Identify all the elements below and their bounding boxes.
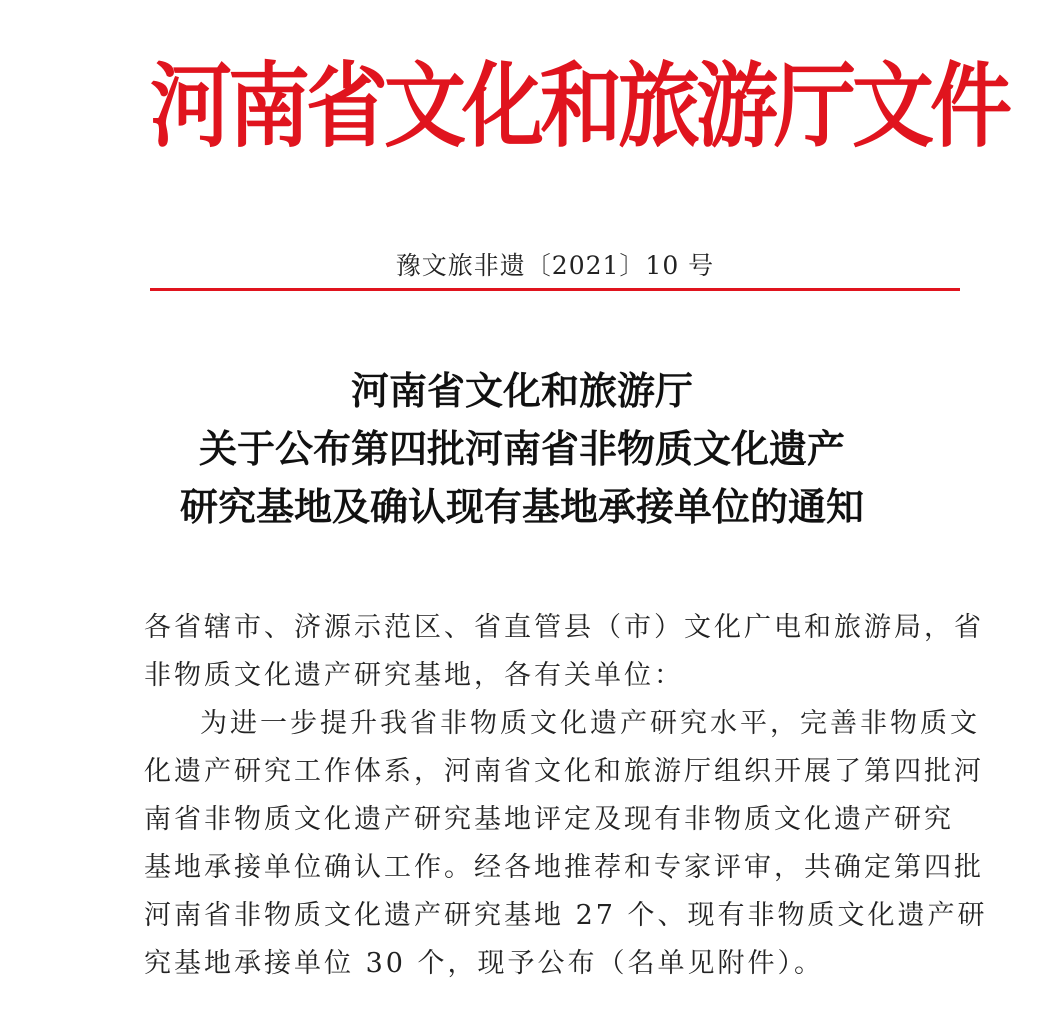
paragraph-line: 为进一步提升我省非物质文化遗产研究水平，完善非物质文: [200, 708, 980, 739]
addressee-line: 各省辖市、济源示范区、省直管县（市）文化广电和旅游局，省: [144, 612, 984, 643]
masthead-title: 河南省文化和旅游厅文件: [150, 53, 1009, 161]
notice-title: [100, 362, 944, 536]
title-line: 河南省文化和旅游厅: [350, 368, 693, 413]
red-divider-line: [150, 288, 960, 291]
paragraph-line: 化遗产研究工作体系，河南省文化和旅游厅组织开展了第四批河: [144, 756, 984, 787]
paragraph-line: 究基地承接单位 30 个，现予公布（名单见附件）。: [144, 948, 825, 979]
paragraph-line: 河南省非物质文化遗产研究基地 27 个、现有非物质文化遗产研: [144, 900, 988, 931]
title-line: 研究基地及确认现有基地承接单位的通知: [179, 484, 864, 529]
paragraph-line: 南省非物质文化遗产研究基地评定及现有非物质文化遗产研究: [144, 804, 954, 835]
addressee-line: 非物质文化遗产研究基地，各有关单位：: [144, 660, 684, 691]
title-line: 关于公布第四批河南省非物质文化遗产: [198, 426, 845, 471]
document-number: 豫文旅非遗〔2021〕10 号: [395, 251, 715, 280]
paragraph-line: 基地承接单位确认工作。经各地推荐和专家评审，共确定第四批: [144, 852, 984, 883]
notice-body: [144, 604, 988, 988]
